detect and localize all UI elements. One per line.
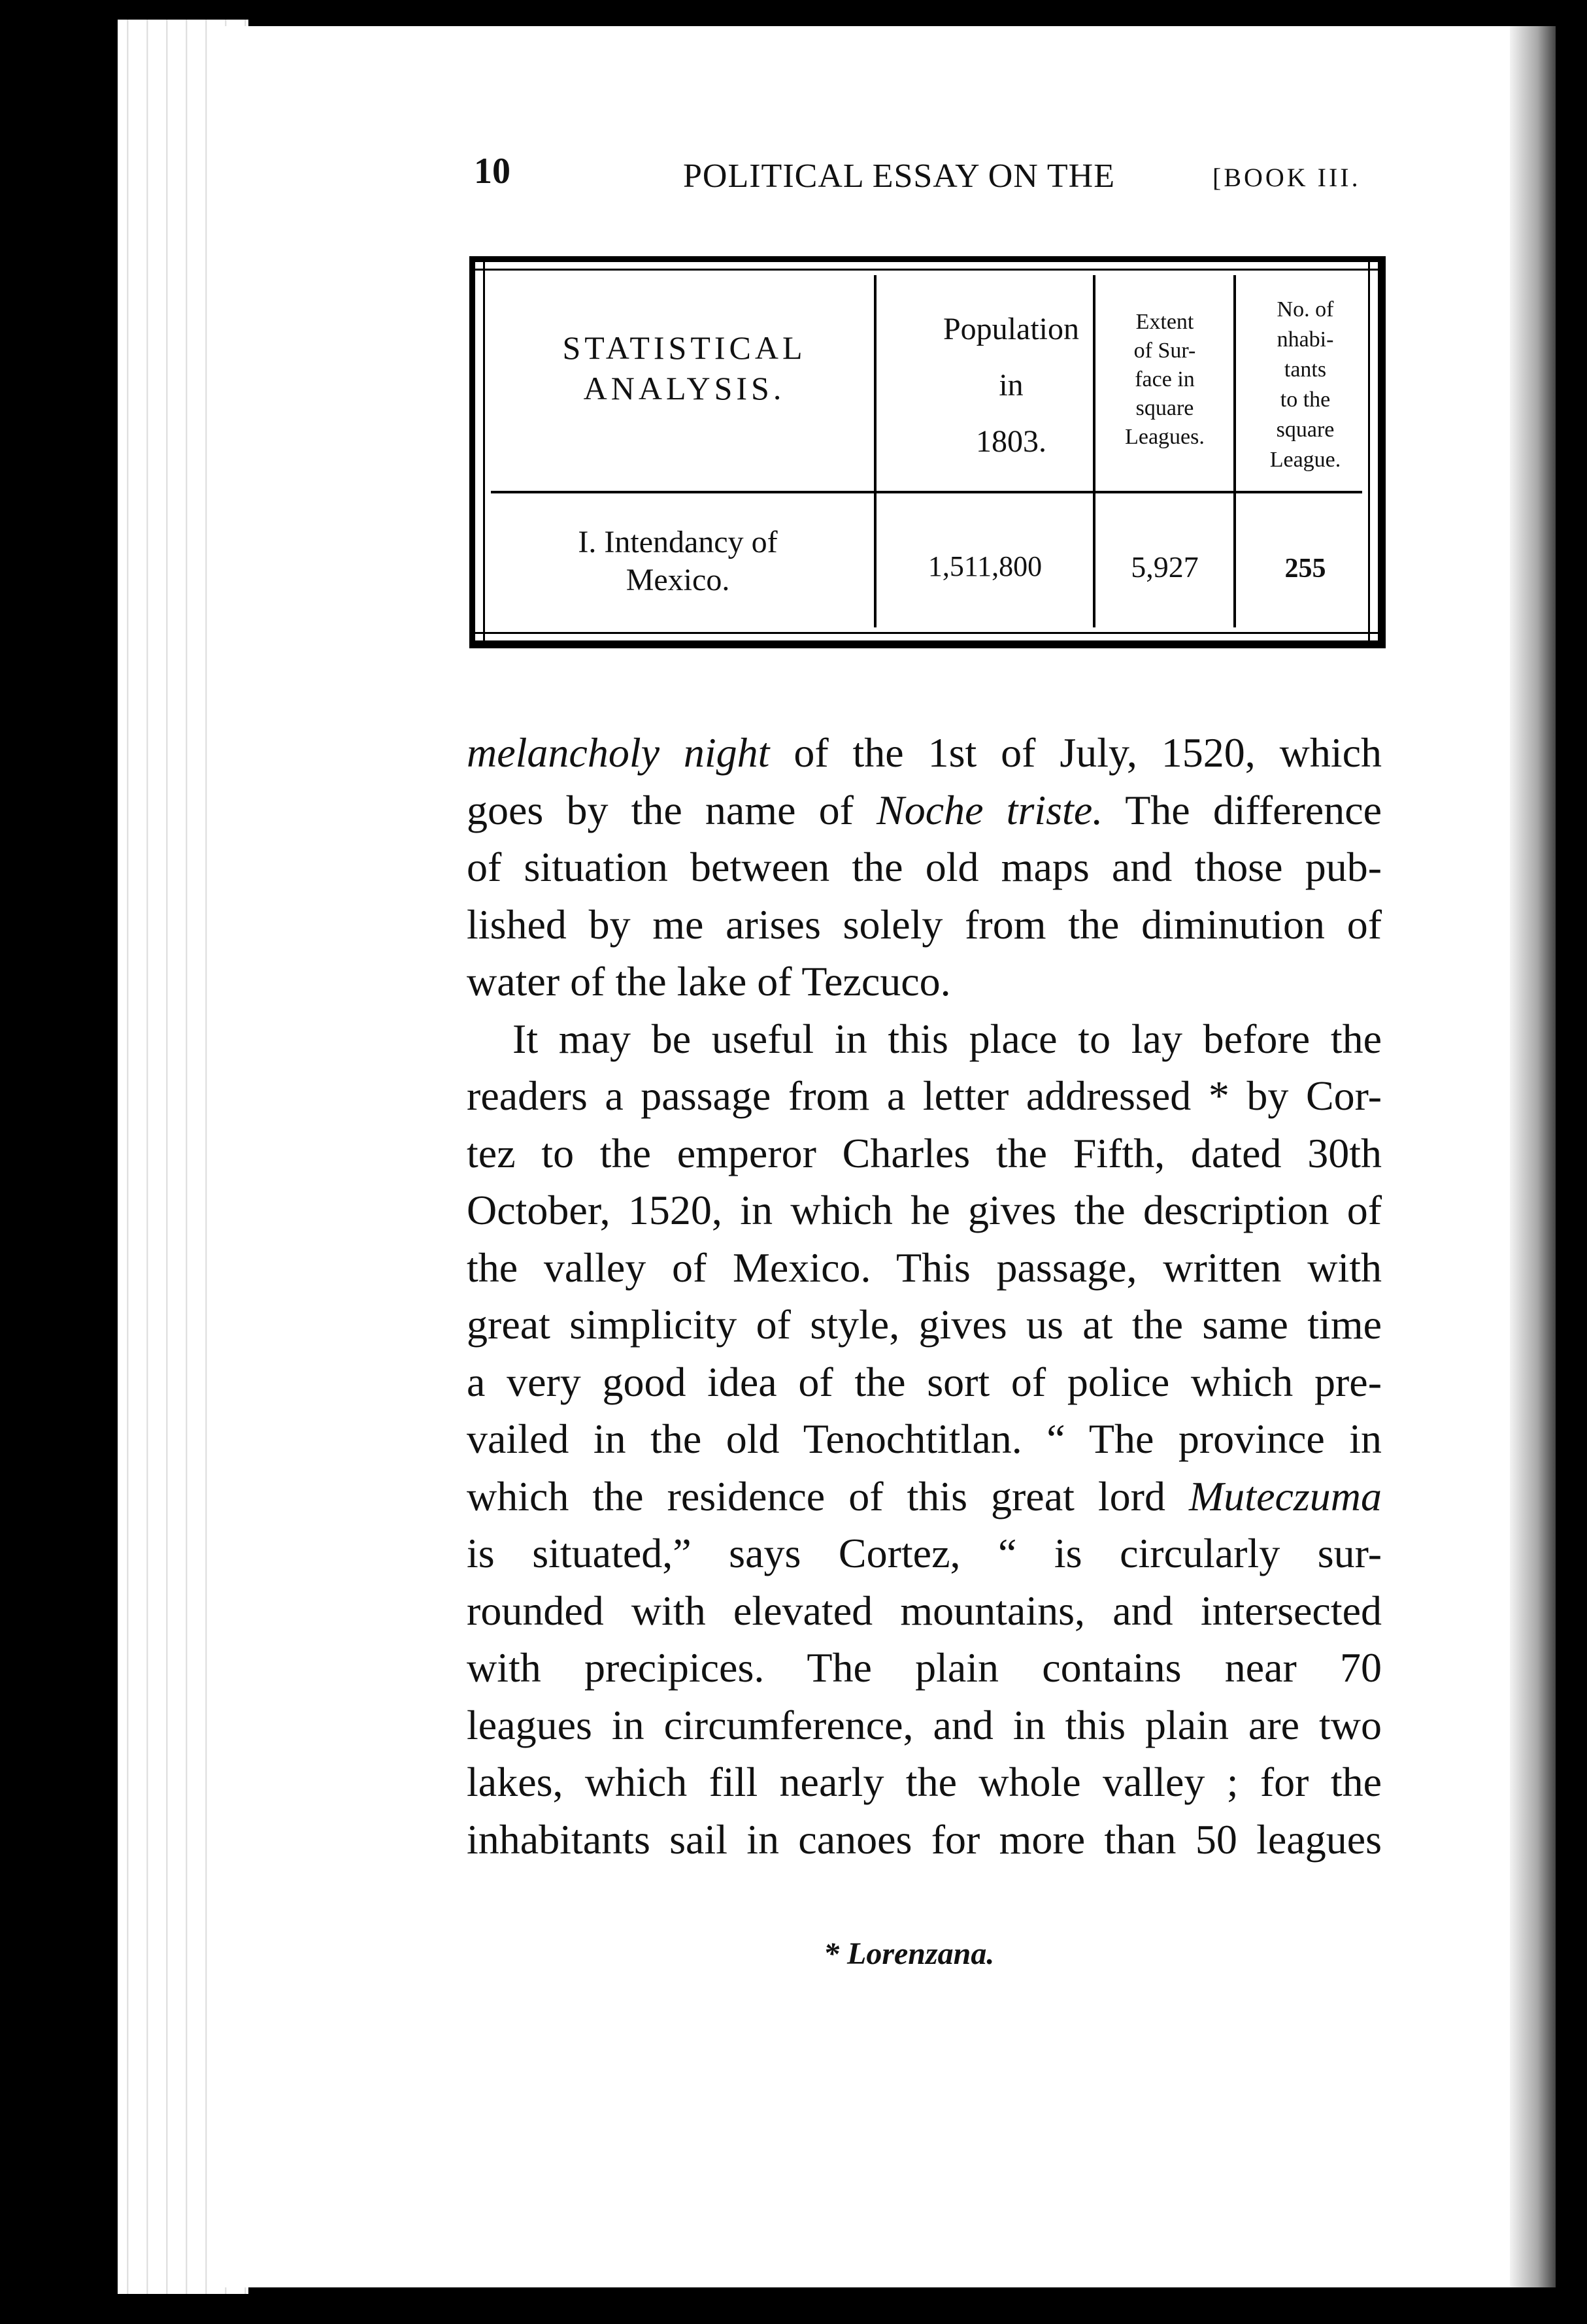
header-line: Extent — [1135, 310, 1194, 334]
running-header — [474, 150, 1389, 203]
table-header-analysis — [495, 327, 874, 408]
text-line: October, 1520, in which he gives the description of — [467, 1187, 1382, 1233]
header-line: No. of — [1277, 297, 1334, 322]
header-line: square — [1135, 396, 1194, 420]
body-text — [467, 724, 1382, 1868]
text-line: inhabitants sail in canoes for more than 50 leagues — [467, 1816, 1382, 1863]
header-line: tants — [1284, 357, 1327, 382]
book-reference: [BOOK III. — [1212, 163, 1361, 192]
header-line: in — [999, 368, 1024, 403]
table-row-divider — [491, 491, 1362, 493]
table-column-divider — [874, 275, 877, 627]
text-line: leagues in circumference, and in this plain are two — [467, 1701, 1382, 1748]
header-line: STATISTICAL — [562, 329, 807, 366]
table-cell-population: 1,511,800 — [927, 550, 1043, 582]
header-line: Leagues. — [1125, 425, 1205, 449]
header-line: ANALYSIS. — [583, 370, 786, 407]
footnote — [824, 1936, 994, 1972]
table-cell-extent: 5,927 — [1131, 550, 1199, 584]
header-line: square — [1276, 418, 1335, 442]
text-line: readers a passage from a letter addressed * by Cor- — [467, 1072, 1382, 1119]
table-cell-inhabitants: 255 — [1284, 554, 1326, 584]
text-line: a very good idea of the sort of police which pre- — [467, 1358, 1382, 1405]
table-row-label — [495, 523, 861, 599]
header-line: League. — [1269, 448, 1341, 472]
table-inner-rule-top — [475, 269, 1378, 271]
text-line: the valley of Mexico. This passage, written with — [467, 1244, 1382, 1291]
footnote-text: Lorenzana. — [847, 1936, 995, 1971]
page-right-edge — [1510, 26, 1556, 2287]
text-line: rounded with elevated mountains, and intersected — [467, 1587, 1382, 1634]
table-header-extent — [1093, 308, 1237, 452]
text-line: lished by me arises solely from the diminution of — [467, 901, 1382, 948]
text-line: great simplicity of style, gives us at the same time — [467, 1301, 1382, 1348]
text-line: It may be useful in this place to lay before the — [512, 1015, 1382, 1062]
text-span: which the residence of this great lord — [467, 1472, 1189, 1519]
text-line — [467, 724, 1382, 782]
text-line: of situation between the old maps and those pub- — [467, 844, 1382, 890]
text-line: vailed in the old Tenochtitlan. “ The province in — [467, 1416, 1382, 1462]
header-line: to the — [1280, 388, 1331, 412]
text-span: The difference — [1103, 786, 1382, 833]
text-line: tez to the emperor Charles the Fifth, dated 30th — [467, 1129, 1382, 1176]
italic-phrase: melancholy night — [467, 729, 770, 776]
row-label-line: I. Intendancy of — [578, 525, 778, 559]
running-title: POLITICAL ESSAY ON THE — [683, 158, 1115, 195]
statistical-table — [469, 256, 1386, 648]
text-line — [467, 1468, 1382, 1525]
text-line: water of the lake of Tezcuco. — [467, 958, 951, 1004]
header-line: 1803. — [976, 424, 1046, 459]
page-number: 10 — [474, 151, 510, 191]
table-inner-rule-left — [483, 262, 485, 640]
table-inner-rule-bottom — [475, 632, 1378, 634]
text-line: with precipices. The plain contains near 70 — [467, 1644, 1382, 1691]
text-line — [467, 782, 1382, 839]
footnote-mark: * — [824, 1936, 847, 1971]
italic-phrase: Noche triste. — [877, 786, 1103, 833]
text-span: of the 1st of July, 1520, which — [769, 729, 1382, 776]
header-line: nhabi- — [1277, 327, 1334, 352]
header-line: of Sur- — [1133, 339, 1196, 363]
text-line: is situated,” says Cortez, “ is circularly sur- — [467, 1530, 1382, 1576]
table-header-inhabitants — [1237, 295, 1374, 475]
header-line: face in — [1135, 367, 1195, 391]
row-label-line: Mexico. — [626, 563, 730, 597]
text-line: lakes, which fill nearly the whole valley ; for the — [467, 1759, 1382, 1805]
italic-phrase: Muteczuma — [1188, 1472, 1382, 1519]
header-line: Population — [943, 312, 1079, 346]
text-span: goes by the name of — [467, 786, 877, 833]
